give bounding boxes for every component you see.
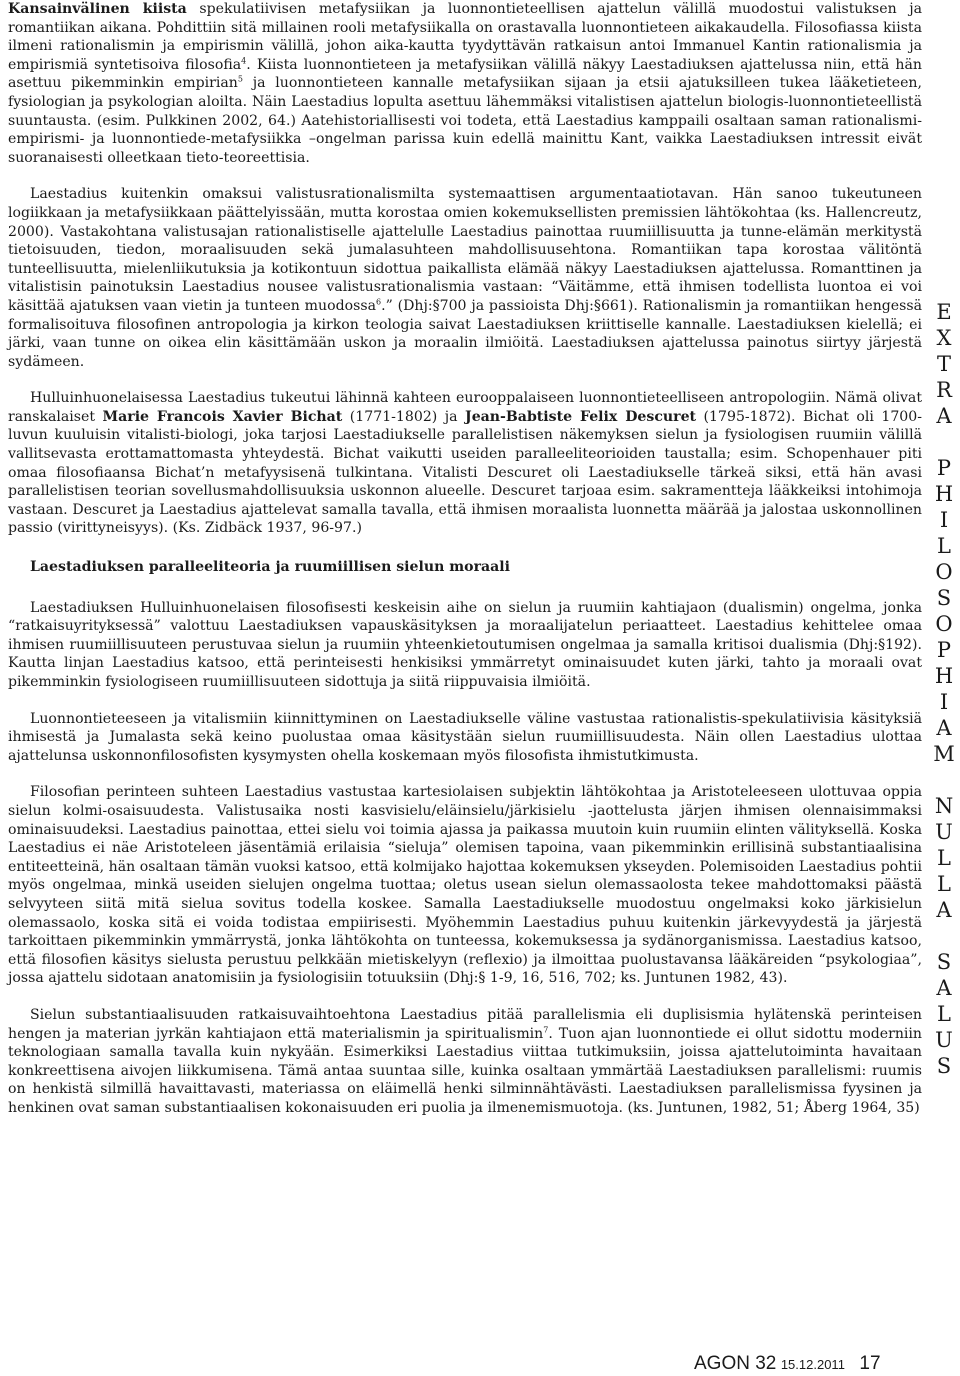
section-heading: Laestadiuksen paralleeliteoria ja ruumiillisen sielun moraali <box>30 559 510 576</box>
paragraph-2 <box>8 185 922 371</box>
paragraph-text: spekulatiivisen metafysiikan ja luonnontieteellisen ajattelun välillä muodostui valistuksen ja romantiikan aikana. Pohdittiin sitä millainen rooli metafysiikalla on orastavalla luonnontieteen aikakaudella. Filosofiassa kiista ilmeni rationalismin ja empirismin välillä, johon aika-kautta tyydyttävän ratkaisun antoi Immanuel Kantin rationalismia ja empirismiä syntetisoiva filosofia <box>8 1 922 73</box>
paragraph-6 <box>8 783 922 988</box>
footnote-ref-5: 5 <box>237 74 243 84</box>
publication-date: 15.12.2011 <box>780 1357 845 1372</box>
paragraph-text: ja luonnontieteen kannalle metafysiikan sijaan ja etsii ajatuksilleen tukea lääketieteen, fysiologian ja psykologian aloilta. Näin Laestadius lopulta asettuu lähemmäksi vitalistisen ajattelun biologis-luonnontieteellistä suuntausta. (esim. Pulkkinen 2002, 64.) Aatehistoriallisesti voi todeta, että Laestadius kamppaili osaltaan saman rationalismi-empirismi- ja luonnontiede-metafysiikka –ongelman parissa kuin edellä mainittu Kant, vaikka Laestadiuksen intressit eivät suoranaisesti olleetkaan tieto-teoreettisia. <box>8 75 922 166</box>
paragraph-text: .” (Dhj:§700 ja passioista Dhj:§661). Rationalismin ja romantiikan hengessä formalisoituva filosofinen antropologia ja kirkon teologia saivat Laestadiuksen kriittiselle kannalle. Laestadiuksen kielellä; ei järki, vaan tunne on oikea elin käsittämään uskon ja moraalin ilmiöitä. Laestadiuksen ajattelussa painotus siirtyy järjestä sydämeen. <box>8 297 922 370</box>
paragraph-text: Filosofian perinteen suhteen Laestadius vastustaa kartesiolaisen subjektin lähtökohtaa ja Aristoteleeseen ulottuvaa oppia sielun kolmi-osaisuudesta. Valistusaika nosti kasvisielu/eläinsielu/järkisielu -jaottelusta järjen ihmisen olennaisimmaksi ominaisuudeksi. Laestadius painottaa, ettei sielu voi toimia ajassa ja paikassa muutoin kuin ruumiin elinten välityksellä. Koska Laestadius ei näe Aristoteleen jäsentämiä erilaisia “sieluja” olemisen tapoina, vaan pikemminkin erillisinä substantiaalisina entiteetteinä, hän osaltaan tämän vuoksi katsoo, että kolmijako hajottaa kokemuksen ykseyden. Polemisoiden Laestadius pohtii myös ongelmaa, minkä useiden sielujen ongelma tuottaa; oletus usean sielun olemassaolosta tekee mahdottomaksi päästä selvyyteen siitä mitä sielua sovitus todella koskee. Samalla Laestadiukselle muodostuu ongelmaksi koko järkisielun olemassaolo, koska sitä ei voida todistaa empiirisesti. Myöhemmin Laestadius puhuu kuitenkin järkevyydestä ja järjestä tarkoittaen pikemminkin ymmärrystä, jonka lähtökohta on tunteessa, kokemuksessa ja sydänorganismissa. Laestadius katsoo, että filosofien käsitys sielusta perustuu pelkkään mietiskelyyn (reflexio) ja ilmoittaa puolustavansa lääkäreiden “psykologiaa”, jossa ajattelu sidotaan anatomisiin ja fysiologisiin totuuksiin (Dhj:§ 1-9, 16, 516, 702; ks. Juntunen 1982, 43). <box>8 784 922 987</box>
page-number: 17 <box>859 1353 881 1374</box>
person-name-descuret: Jean-Babtiste Felix Descuret <box>465 408 697 425</box>
paragraph-3 <box>8 389 922 538</box>
bold-lead: Kansainvälinen kiista <box>8 1 187 17</box>
paragraph-text: Laestadiuksen Hulluinhuonelaisen filosofisesti keskeisin aihe on sielun ja ruumiin kahtiajaon (dualismin) ongelma, jonka “ratkaisuyrityksessä” valottuu Laestadiuksen vapauskäsityksen ja moraalijatelun periaatteet. Laestadius kehittelee omaa ihmisen ruumiillisuuteen perustuvaa sielun ja ruumiin yhteenkietoutumisen ongelmaa ja samalla kritisoi dualismia (Dhj:§192). Kautta linjan Laestadius katsoo, että perinteisesti henkisiksi ymmärretyt ominaisuudet kuten järki, tahto ja moraali ovat pikemminkin fysiologiseen ruumiillisuuteen sidottuja ja siitä riippuvaisia ilmiöitä. <box>8 599 922 690</box>
publication-name: AGON 32 <box>694 1353 777 1374</box>
paragraph-text: Sielun substantiaalisuuden ratkaisuvaihtoehtona Laestadius pitää parallelismia eli duplisismia hylätenskä perinteisen hengen ja materian jyrkän kahtiajaon että materialismin ja spiritualismin <box>8 1006 922 1042</box>
paragraph-text: Laestadius kuitenkin omaksui valistusrationalismilta systemaattisen argumentaatiotavan. Hän sanoo tukeutuneen logiikkaan ja metafysiikkaan päättelyissään, mutta korostaa omien kokemuksellisten premissien lähtökohtaa (ks. Hallencreutz, 2000). Vastakohtana valistusajan rationalistiselle ajattelulle Laestadius painottaa ruumiillisuutta ja tunne-elämän merkitystä tietoisuuden, tiedon, moraalisuuden sekä jumalasuhteen mahdollisuusehtona. Romantiikan tapa korostaa välitöntä tunteellisuutta, mielenliikutuksia ja kotikontuun sidottua paikallista elämää näkyy Laestadiuksen ajattelussa. Romanttinen ja vitalistisin painotuksin Laestadius nousee valistusrationalismia vastaan: “Väitämme, että ihmisen todellista luontoa ei voi käsittää ajatuksen vaan vietin ja tunteen muodossa <box>8 186 922 314</box>
page-footer <box>694 1353 881 1375</box>
paragraph-text: . Tuon ajan luonnontiede ei ollut sidottu moderniin teknologiaan samalla tavalla kuin nykyään. Esimerkiksi Laestadius viittaa tutkimuksiin, joissa ajattelutoiminta havaitaan konkreettisena aivojen liikkumisena. Tämä antaa suuntaa sille, kuinka osaltaan ymmärtää Laestadiuksen parallelismi: ruumis on henkistä silmillä havaittavasti, materiassa on eläimellä henki silminnähtävästi. Laestadiuksen parallelismissa fyysinen ja henkinen ovat saman substantiaalisen kokonaisuuden eri puolia ja ilmenemismuotoja. (ks. Juntunen, 1982, 51; Åberg 1964, 35) <box>8 1025 922 1116</box>
main-text-column <box>8 0 922 1117</box>
paragraph-text: Hulluinhuonelaisessa Laestadius tukeutui lähinnä kahteen eurooppalaiseen luonnontieteelliseen antropologiin. Nämä olivat ranskalaiset <box>8 390 922 425</box>
paragraph-1 <box>8 0 922 167</box>
footnote-ref-6: 6 <box>376 297 382 307</box>
paragraph-4 <box>8 599 922 692</box>
paragraph-text: (1795-1872). Bichat oli 1700-luvun kuuluisin vitalisti-biologi, joka tarjosi Laestadiukselle parallelistisen näkemyksen sielun ja fysiologisen ruumiin välillä vallitsevasta erottamattomasta yhteydestä. Bichat vaikutti useiden paralleeliteorioiden taustalla; esim. Schopenhauer piti omaa filosofiaansa Bichat’n metafyysisenä tulkintana. Vitalisti Descuret oli Laestadiukselle tärkeä siksi, että hän avasi parallelistisen teorian sovellusmahdollisuuksia uskonnon alueelle. Descuret tarjoaa esim. sakramentteja lääkkeiksi intohimoja vastaan. Descuret ja Laestadius ajattelevat samalla tavalla, että ihmisen moraalista luonnetta määrää ja jalostaa uskonnollinen passio (virittyneisyys). (Ks. Zidbäck 1937, 96-97.) <box>8 408 922 537</box>
paragraph-text: Luonnontieteeseen ja vitalismiin kiinnittyminen on Laestadiukselle väline vastustaa rationalistis-spekulatiivisia käsityksiä ihmisestä ja Jumalasta sekä keino puolustaa omaa käsitystään sielun ruumiillisuudesta. Näin ollen Laestadius ulottaa ajattelunsa uskonnonfilosofisten kysymysten ohella koskemaan myös filosofista ihmistutkimusta. <box>8 710 922 764</box>
paragraph-text: (1771-1802) ja <box>342 408 466 425</box>
paragraph-7 <box>8 1006 922 1118</box>
sidebar-motto: EXTRA PHILOSOPHIAM NULLA SALUS <box>932 300 956 1080</box>
person-name-bichat: Marie Francois Xavier Bichat <box>102 408 343 425</box>
footnote-ref-7: 7 <box>543 1024 549 1034</box>
footnote-ref-4: 4 <box>241 56 247 66</box>
paragraph-text: . Kiista luonnontieteen ja metafysiikan välillä näkyy Laestadiuksen ajattelussa niin, että hän asettuu pikemminkin empirian <box>8 56 922 92</box>
paragraph-5 <box>8 710 922 766</box>
